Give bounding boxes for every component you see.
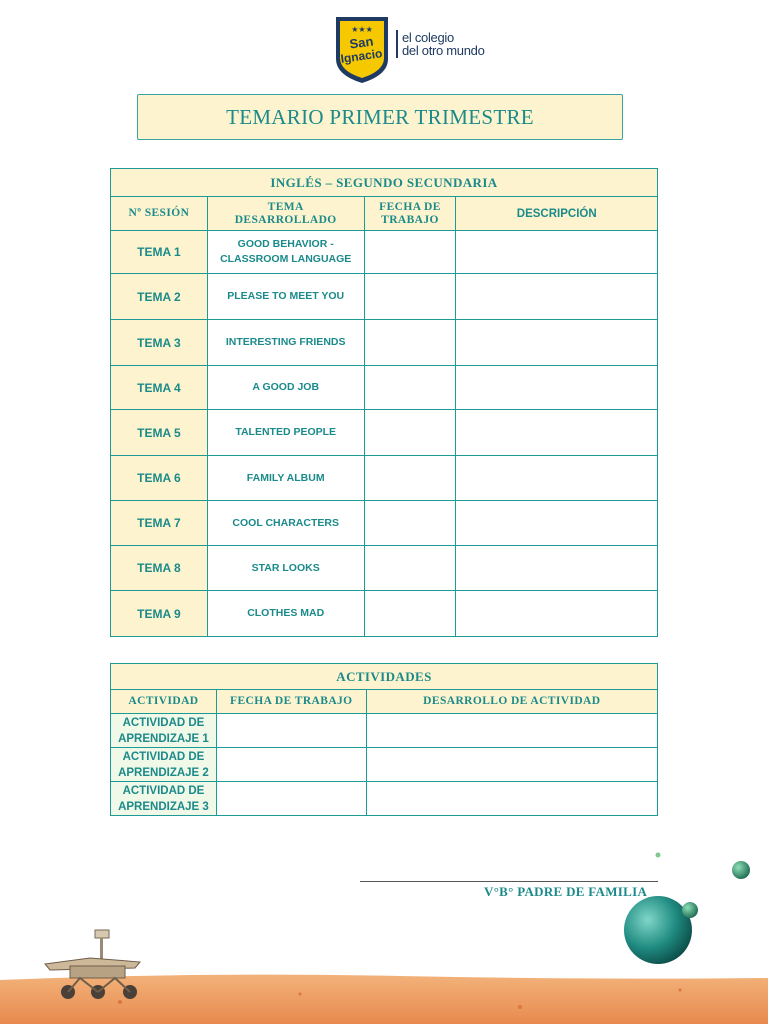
table-row [111,501,658,546]
temario-heading: INGLÉS – SEGUNDO SECUNDARIA [111,169,658,197]
description-cell[interactable] [456,456,658,501]
temario-heading-row [111,169,658,197]
tema-label: TEMA 9 [111,591,208,637]
activity-label [111,782,217,816]
table-row [111,782,658,816]
tema-label: TEMA 1 [111,231,208,274]
tema-name: COOL CHARACTERS [207,501,364,546]
description-cell[interactable] [456,320,658,366]
tema-label: TEMA 3 [111,320,208,366]
planet-tiny [656,853,661,858]
table-row [111,748,658,782]
date-cell[interactable] [364,320,456,366]
col-topic-line2: DESARROLLADO [234,213,337,226]
tema-name [207,231,364,274]
logo-brand-line1: San [348,33,375,52]
activity-development-cell[interactable] [366,782,657,816]
activity-date-cell[interactable] [216,748,366,782]
tema-label: TEMA 2 [111,274,208,320]
table-row [111,231,658,274]
col-topic-line1: TEMA [267,200,304,213]
logo-tagline [402,31,485,57]
activity-label-line2: APRENDIZAJE 3 [118,800,209,813]
col-date [364,197,456,231]
description-cell[interactable] [456,274,658,320]
table-row [111,546,658,591]
logo-tagline-line1: el colegio [402,30,454,45]
date-cell[interactable] [364,546,456,591]
col-description: DESCRIPCIÓN [456,197,658,231]
temario-columns-row [111,197,658,231]
description-cell[interactable] [456,546,658,591]
logo-brand-line2: Ignacio [339,46,384,66]
tema-name: INTERESTING FRIENDS [207,320,364,366]
tema-name: PLEASE TO MEET YOU [207,274,364,320]
table-row [111,366,658,410]
tema-label: TEMA 8 [111,546,208,591]
tema-label: TEMA 7 [111,501,208,546]
logo-tagline-line2: del otro mundo [402,43,485,58]
actividades-columns-row [111,690,658,714]
col-date-line1: FECHA DE [379,200,441,213]
planet-medium [732,861,750,879]
logo-divider [396,30,398,58]
activity-label-line2: APRENDIZAJE 1 [118,732,209,745]
school-logo-shield [333,15,391,85]
col-activity: ACTIVIDAD [111,690,217,714]
date-cell[interactable] [364,366,456,410]
planet-small [682,902,698,918]
date-cell[interactable] [364,410,456,456]
col-topic [207,197,364,231]
table-row [111,320,658,366]
tema-label: TEMA 6 [111,456,208,501]
actividades-heading-row [111,664,658,690]
tema-name-line2: CLASSROOM LANGUAGE [220,253,352,265]
tema-name: TALENTED PEOPLE [207,410,364,456]
col-development: DESARROLLO DE ACTIVIDAD [366,690,657,714]
table-row [111,410,658,456]
activity-development-cell[interactable] [366,714,657,748]
tema-name: A GOOD JOB [207,366,364,410]
date-cell[interactable] [364,501,456,546]
tema-label: TEMA 4 [111,366,208,410]
tema-name: FAMILY ALBUM [207,456,364,501]
description-cell[interactable] [456,410,658,456]
date-cell[interactable] [364,231,456,274]
temario-table [110,168,658,637]
col-session: Nº SESIÓN [111,197,208,231]
date-cell[interactable] [364,456,456,501]
tema-name: CLOTHES MAD [207,591,364,637]
planets-illustration [600,845,760,970]
actividades-table [110,663,658,816]
date-cell[interactable] [364,274,456,320]
actividades-heading: ACTIVIDADES [111,664,658,690]
col-date-line2: TRABAJO [381,213,439,226]
description-cell[interactable] [456,231,658,274]
table-row [111,714,658,748]
activity-label-line2: APRENDIZAJE 2 [118,766,209,779]
signature-label: V°B° PADRE DE FAMILIA [484,884,648,899]
activity-label-line1: ACTIVIDAD DE [122,716,205,729]
date-cell[interactable] [364,591,456,637]
col-work-date: FECHA DE TRABAJO [216,690,366,714]
activity-label [111,748,217,782]
table-row [111,591,658,637]
activity-date-cell[interactable] [216,714,366,748]
table-row [111,456,658,501]
tema-label: TEMA 5 [111,410,208,456]
description-cell[interactable] [456,501,658,546]
description-cell[interactable] [456,366,658,410]
activity-label [111,714,217,748]
table-row [111,274,658,320]
description-cell[interactable] [456,591,658,637]
activity-label-line1: ACTIVIDAD DE [122,750,205,763]
activity-development-cell[interactable] [366,748,657,782]
logo-stars: ★★★ [351,25,373,34]
activity-label-line1: ACTIVIDAD DE [122,784,205,797]
tema-name: STAR LOOKS [207,546,364,591]
tema-name-line1: GOOD BEHAVIOR - [237,238,334,250]
planet-large [624,896,692,964]
page-title: TEMARIO PRIMER TRIMESTRE [137,94,623,140]
rover-illustration [40,926,150,1004]
activity-date-cell[interactable] [216,782,366,816]
